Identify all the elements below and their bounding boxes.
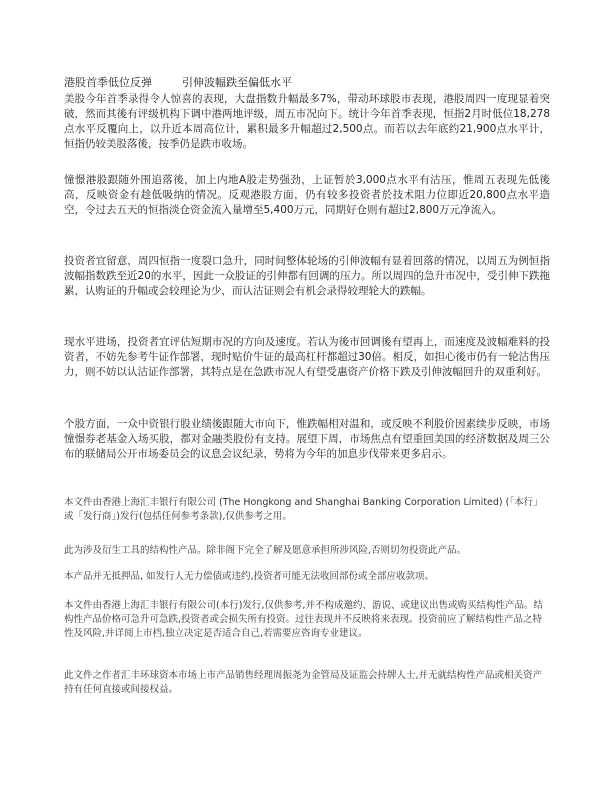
disclaimer-derivative-risk: 此为涉及衍生工具的结构性产品。除非阁下完全了解及愿意承担所涉风险,否则切勿投资此产品。 (64, 545, 467, 556)
article-paragraph: 投资者宜留意，周四恒指一度裂口急升，同时间整体轮场的引伸波幅有显着回落的情况，以周五为例恒指波幅指数跌至近20的水平，因此一众股证的引伸都有回调的压力。所以周四的急升市况中，受引伸下跌拖累，认购证的升幅或会较理论为少，而认沽证则会有机会录得较理轮大的跌幅。 (64, 255, 550, 297)
article-title (64, 76, 292, 90)
disclaimer-general: 本文件由香港上海汇丰银行有限公司(本行)发行,仅供参考,并不构成邀约、游说、或建议出售或购买结构性产品。结构性产品价格可急升可急跌,投资者或会损失所有投资。过往表现并不反映将来表现。投资前应了解结构性产品之特性及风险,并详阅上市档,独立决定是否适合自己,若需要应咨询专业建议。 (64, 600, 543, 639)
article-paragraph: 个股方面，一众中资银行股业绩後跟随大市向下，惟跌幅相对温和，或反映不利股价因素续步反映，市场憧憬券老基金入场买股，都对金融类股份有支持。展望下周，市场焦点有望重回美国的经济数据及周三公布的联储局公开市场委员会的议息会议纪录，势将为今年的加息步伐带来更多启示。 (64, 418, 550, 460)
disclaimer-issuer: 本文件由香港上海汇丰银行有限公司 (The Hongkong and Shanghai Banking Corporation Limited) (「本行」或「发行商」)发行(包括任何参考条款),仅供参考之用。 (64, 497, 543, 522)
article-paragraph: 憧憬港股跟随外围追落後，加上内地A股走势强劲，上证暂於3,000点水平有沽压，惟周五表现先低後高，反映资金有趁低吸纳的情况。反观港股方面，仍有较多投资者於技术阻力位即近20,800点水平造空，令过去五天的恒指淡仓资金流入量增至5,400万元，同期好仓则有超过2,800万元净流入。 (64, 174, 550, 216)
disclaimer-no-collateral: 本产品并无抵押品, 如发行人无力偿债或违约,投资者可能无法收回部份或全部应收款项。 (64, 571, 435, 582)
article-paragraph: 现水平进场，投资者宜评估短期市况的方向及速度。若认为後市回调後有望再上，而速度及波幅难料的投资者，不妨先参考牛证作部署，现时贴价牛证的最高杠杆都超过30倍。相反，如担心後市仍有一轮沽售压力，则不妨以认沽证作部署，其特点是在急跌市况人有望受惠资产价格下跌及引伸波幅回升的双重利好。 (64, 336, 550, 378)
title-main: 港股首季低位反弹 (64, 76, 152, 89)
article-paragraph: 美股今年首季录得令人惊喜的表现，大盘指数升幅最多7%，带动环球股市表现，港股周四一度现显着突破，然而其後有评级机构下调中港两地评级，周五市况向下。统计今年首季表现，恒指2月时低位18,278点水平反覆向上，以升近本周高位计，累积最多升幅超过2,500点。而若以去年底约21,900点水平计，恒指仍较美股落後，按季仍是跌市收场。 (64, 93, 550, 150)
title-sub: 引伸波幅跌至偏低水平 (182, 76, 292, 89)
disclaimer-author: 此文件之作者汇丰环球资本市场上市产品销售经理周振尧为金管局及证监会持牌人士,并无就结构性产品或相关资产持有任何直接或间接权益。 (64, 670, 543, 695)
